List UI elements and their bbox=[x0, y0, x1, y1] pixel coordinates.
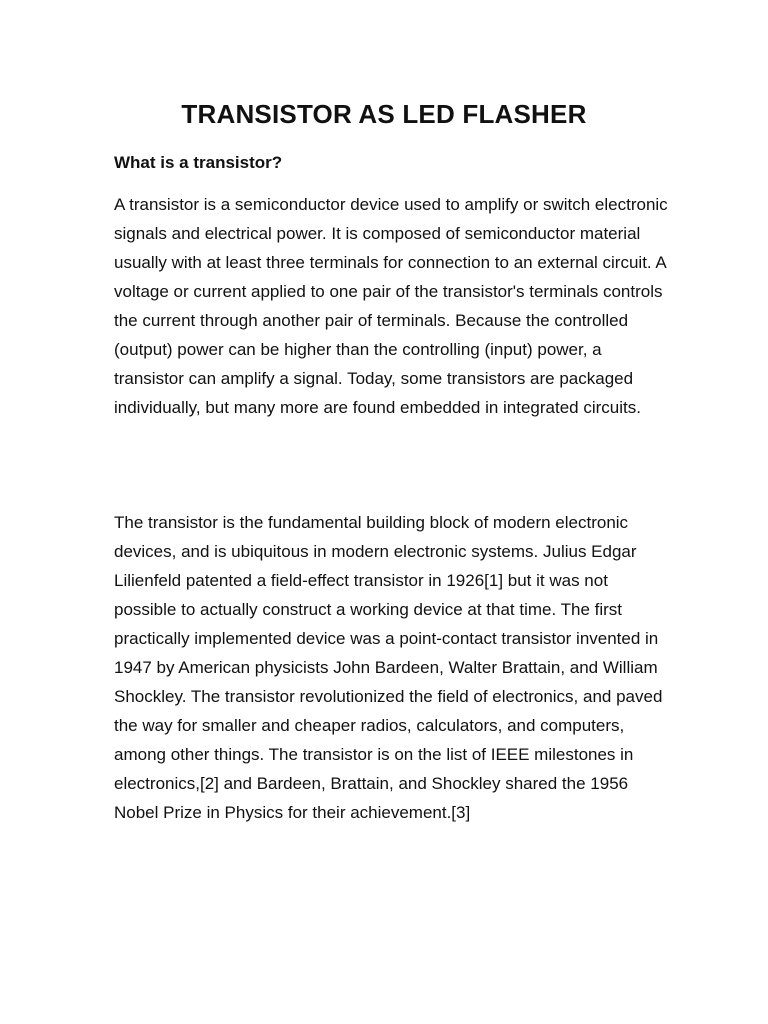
paragraph-definition: A transistor is a semiconductor device used to amplify or switch electronic signals and electrical power. It is composed of semiconductor material usually with at least three terminals for connection to an external circuit. A voltage or current applied to one pair of the transistor's terminals controls the current through another pair of terminals. Because the controlled (output) power can be higher than the controlling (input) power, a transistor can amplify a signal. Today, some transistors are packaged individually, but many more are found embedded in integrated circuits. bbox=[114, 195, 668, 417]
paragraph-history: The transistor is the fundamental building block of modern electronic devices, and is ubiquitous in modern electronic systems. Julius Edgar Lilienfeld patented a field-effect transistor in 1926[1] but it was not possible to actually construct a working device at that time. The first practically implemented device was a point-contact transistor invented in 1947 by American physicists John Bardeen, Walter Brattain, and William Shockley. The transistor revolutionized the field of electronics, and paved the way for smaller and cheaper radios, calculators, and computers, among other things. The transistor is on the list of IEEE milestones in electronics,[2] and Bardeen, Brattain, and Shockley shared the 1956 Nobel Prize in Physics for their achievement.[3] bbox=[114, 513, 663, 822]
section-heading: What is a transistor? bbox=[114, 153, 283, 172]
document-title: TRANSISTOR AS LED FLASHER bbox=[181, 99, 587, 129]
